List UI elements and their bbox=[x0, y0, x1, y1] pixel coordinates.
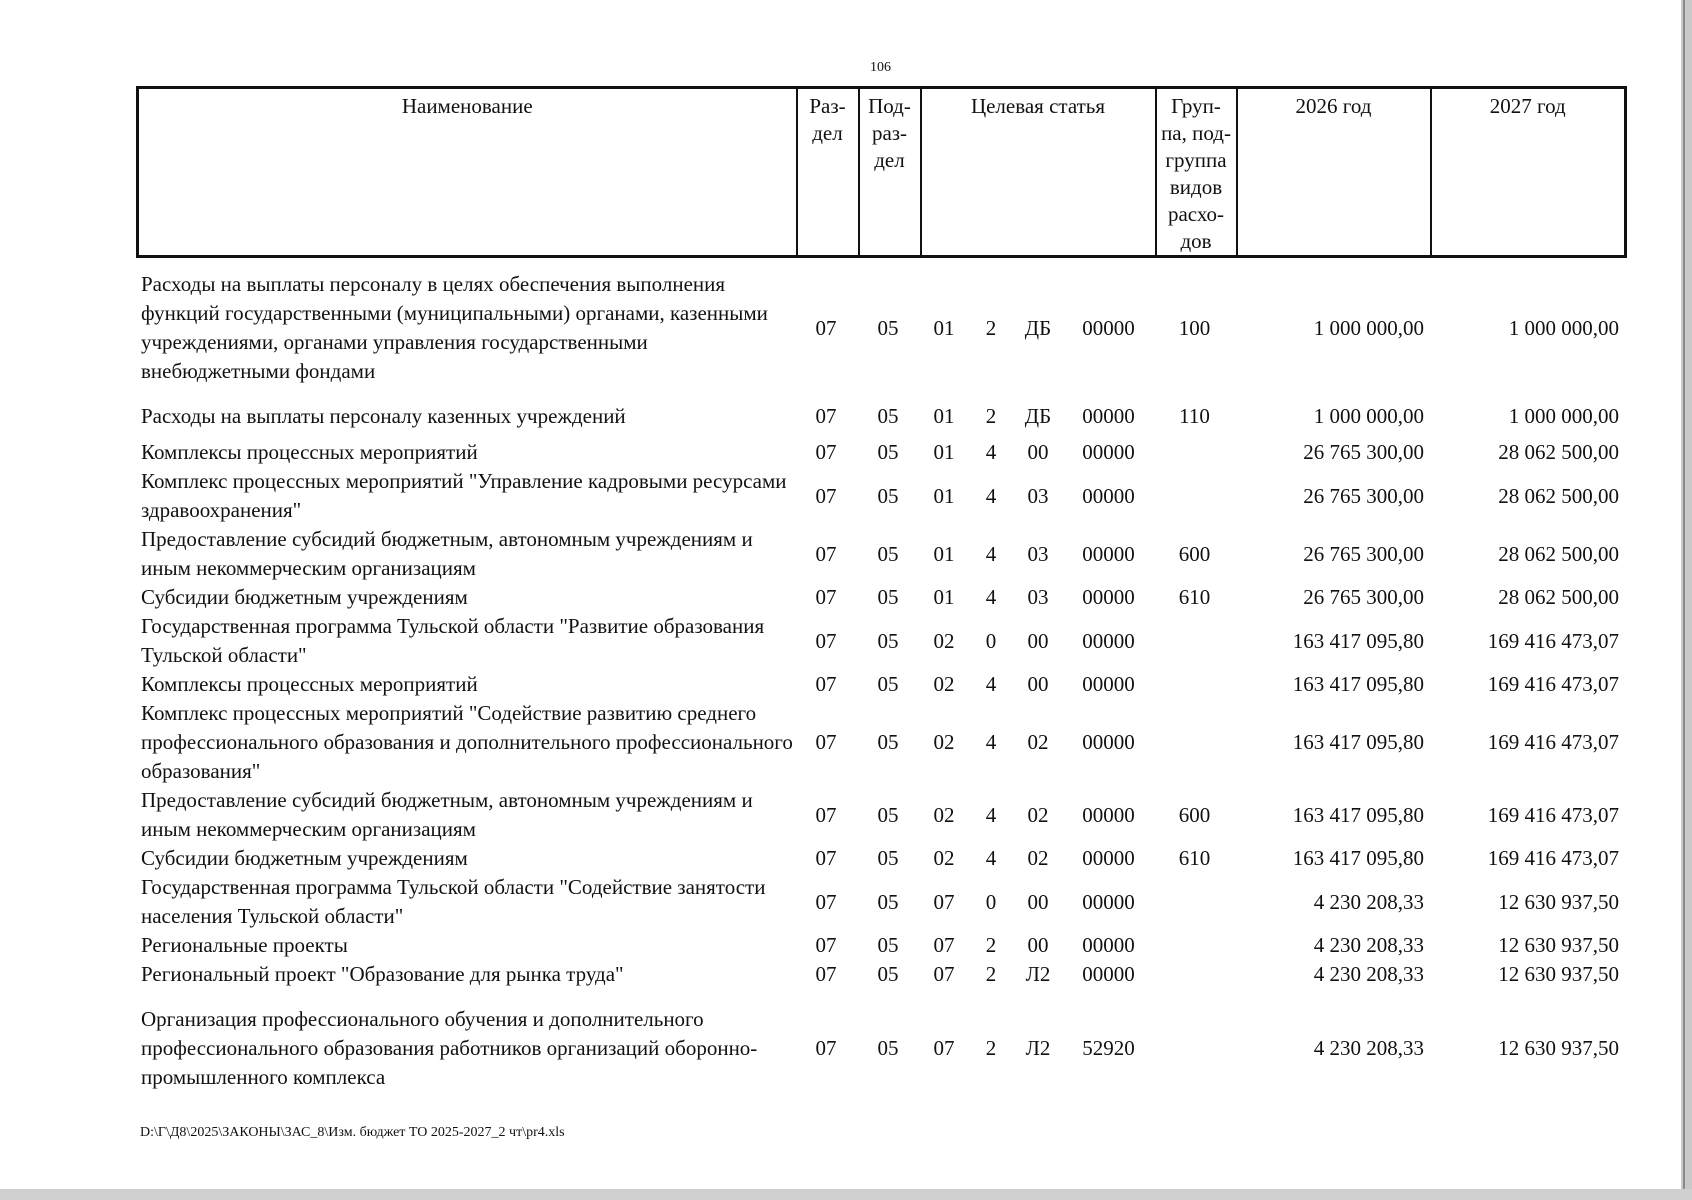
row-cs-structural: Л2 bbox=[1025, 962, 1051, 986]
row-podrazdel: 05 bbox=[877, 440, 899, 464]
row-cs-program: 07 bbox=[933, 1035, 955, 1060]
row-razdel: 07 bbox=[815, 315, 837, 340]
row-cs-direction: 00000 bbox=[1082, 802, 1135, 827]
row-cs-structural: 02 bbox=[1027, 802, 1049, 827]
row-podrazdel: 05 bbox=[877, 846, 899, 870]
row-cs-structural: 02 bbox=[1027, 846, 1049, 870]
row-amount-2026: 1 000 000,00 bbox=[1313, 315, 1424, 340]
row-name: Комплекс процессных мероприятий "Содействие развитию среднего профессионального образования и дополнительного профессионального образования" bbox=[141, 701, 793, 783]
row-vid-rashodov: 600 bbox=[1178, 541, 1211, 566]
row-cs-program: 02 bbox=[933, 672, 955, 696]
budget-table bbox=[136, 270, 1624, 1099]
row-cs-direction: 00000 bbox=[1082, 962, 1135, 986]
row-cs-program: 01 bbox=[933, 315, 955, 340]
row-amount-2027: 28 062 500,00 bbox=[1498, 440, 1619, 464]
row-vid-rashodov bbox=[1154, 467, 1235, 525]
row-cs-type: 4 bbox=[985, 672, 997, 696]
row-amount-2026: 26 765 300,00 bbox=[1303, 483, 1424, 508]
header-podrazdel: Под- раз- дел bbox=[859, 88, 921, 257]
table-row bbox=[136, 467, 1624, 525]
header-celevaya-statya: Целевая статья bbox=[921, 88, 1156, 257]
row-amount-2027: 28 062 500,00 bbox=[1498, 541, 1619, 566]
row-amount-2027: 28 062 500,00 bbox=[1498, 483, 1619, 508]
row-cs-structural: 00 bbox=[1027, 933, 1049, 957]
row-vid-rashodov: 100 bbox=[1178, 315, 1211, 340]
row-amount-2026: 26 765 300,00 bbox=[1303, 440, 1424, 464]
row-cs-type: 2 bbox=[985, 962, 997, 986]
table-row bbox=[136, 931, 1624, 960]
row-cs-structural: 02 bbox=[1027, 730, 1049, 754]
row-cs-direction: 00000 bbox=[1082, 403, 1135, 428]
row-name: Расходы на выплаты персоналу в целях обеспечения выполнения функций государственными (муниципальными) органами, казенными учреждениями, органами управления государственными внебюджетными фондами bbox=[141, 272, 768, 383]
row-amount-2027: 1 000 000,00 bbox=[1508, 403, 1619, 428]
row-amount-2026: 163 417 095,80 bbox=[1292, 628, 1424, 653]
row-amount-2026: 4 230 208,33 bbox=[1313, 933, 1424, 957]
row-razdel: 07 bbox=[815, 403, 837, 428]
row-cs-direction: 00000 bbox=[1082, 440, 1135, 464]
row-podrazdel: 05 bbox=[877, 585, 899, 609]
row-cs-direction: 00000 bbox=[1082, 315, 1135, 340]
row-cs-type: 4 bbox=[985, 730, 997, 754]
row-spacer bbox=[136, 386, 1624, 394]
row-podrazdel: 05 bbox=[877, 730, 899, 754]
row-vid-rashodov bbox=[1154, 438, 1235, 467]
row-cs-direction: 52920 bbox=[1082, 1035, 1135, 1060]
row-podrazdel: 05 bbox=[877, 672, 899, 696]
row-name: Государственная программа Тульской области "Развитие образования Тульской области" bbox=[141, 614, 765, 667]
table-row bbox=[136, 960, 1624, 989]
row-cs-direction: 00000 bbox=[1082, 889, 1135, 914]
row-name: Региональный проект "Образование для рынка труда" bbox=[141, 962, 624, 986]
row-razdel: 07 bbox=[815, 541, 837, 566]
row-vid-rashodov bbox=[1154, 670, 1235, 699]
table-row bbox=[136, 844, 1624, 873]
page-edge-shadow-bottom bbox=[0, 1189, 1692, 1200]
row-cs-program: 01 bbox=[933, 403, 955, 428]
row-amount-2027: 169 416 473,07 bbox=[1487, 730, 1619, 754]
row-vid-rashodov: 600 bbox=[1178, 802, 1211, 827]
row-razdel: 07 bbox=[815, 962, 837, 986]
header-razdel: Раз- дел bbox=[797, 88, 859, 257]
row-name: Организация профессионального обучения и дополнительного профессионального образования работников организаций оборонно-промышленного комплекса bbox=[141, 1006, 758, 1089]
page-number: 106 bbox=[870, 60, 891, 75]
row-cs-type: 4 bbox=[985, 440, 997, 464]
row-vid-rashodov bbox=[1154, 931, 1235, 960]
row-name: Комплекс процессных мероприятий "Управление кадровыми ресурсами здравоохранения" bbox=[141, 469, 787, 522]
row-cs-structural: ДБ bbox=[1024, 403, 1052, 428]
row-cs-structural: 03 bbox=[1027, 483, 1049, 508]
row-vid-rashodov bbox=[1154, 960, 1235, 989]
row-cs-type: 2 bbox=[985, 403, 997, 428]
row-podrazdel: 05 bbox=[877, 889, 899, 914]
row-razdel: 07 bbox=[815, 889, 837, 914]
row-cs-direction: 00000 bbox=[1082, 672, 1135, 696]
row-amount-2026: 1 000 000,00 bbox=[1313, 403, 1424, 428]
row-cs-direction: 00000 bbox=[1082, 541, 1135, 566]
table-header bbox=[136, 86, 1627, 258]
row-cs-direction: 00000 bbox=[1082, 846, 1135, 870]
row-razdel: 07 bbox=[815, 730, 837, 754]
row-amount-2027: 12 630 937,50 bbox=[1498, 962, 1619, 986]
row-podrazdel: 05 bbox=[877, 403, 899, 428]
table-row bbox=[136, 270, 1624, 386]
row-amount-2026: 26 765 300,00 bbox=[1303, 585, 1424, 609]
row-razdel: 07 bbox=[815, 933, 837, 957]
row-amount-2026: 26 765 300,00 bbox=[1303, 541, 1424, 566]
row-amount-2027: 169 416 473,07 bbox=[1487, 802, 1619, 827]
row-podrazdel: 05 bbox=[877, 962, 899, 986]
row-name: Субсидии бюджетным учреждениям bbox=[141, 846, 468, 870]
row-cs-type: 0 bbox=[985, 889, 997, 914]
row-vid-rashodov bbox=[1154, 873, 1235, 931]
row-name: Комплексы процессных мероприятий bbox=[141, 672, 478, 696]
table-row bbox=[136, 670, 1624, 699]
row-vid-rashodov bbox=[1154, 699, 1235, 786]
table-row bbox=[136, 438, 1624, 467]
page-edge-line-right bbox=[1683, 0, 1685, 1200]
row-cs-direction: 00000 bbox=[1082, 483, 1135, 508]
row-podrazdel: 05 bbox=[877, 1035, 899, 1060]
row-cs-direction: 00000 bbox=[1082, 730, 1135, 754]
row-cs-program: 01 bbox=[933, 585, 955, 609]
row-amount-2027: 28 062 500,00 bbox=[1498, 585, 1619, 609]
table-row bbox=[136, 525, 1624, 583]
row-cs-direction: 00000 bbox=[1082, 933, 1135, 957]
row-cs-type: 4 bbox=[985, 846, 997, 870]
row-podrazdel: 05 bbox=[877, 933, 899, 957]
row-amount-2027: 12 630 937,50 bbox=[1498, 889, 1619, 914]
row-cs-type: 4 bbox=[985, 802, 997, 827]
file-path: D:\Г\Д8\2025\ЗАКОНЫ\ЗАС_8\Изм. бюджет ТО 2025-2027_2 чт\pr4.xls bbox=[140, 1125, 565, 1140]
table-row bbox=[136, 873, 1624, 931]
row-amount-2026: 4 230 208,33 bbox=[1313, 1035, 1424, 1060]
row-cs-structural: Л2 bbox=[1025, 1035, 1051, 1060]
row-amount-2026: 4 230 208,33 bbox=[1313, 889, 1424, 914]
table-row bbox=[136, 997, 1624, 1099]
row-podrazdel: 05 bbox=[877, 802, 899, 827]
row-cs-type: 2 bbox=[985, 1035, 997, 1060]
row-amount-2027: 169 416 473,07 bbox=[1487, 672, 1619, 696]
row-cs-program: 02 bbox=[933, 846, 955, 870]
row-cs-program: 02 bbox=[933, 730, 955, 754]
row-name: Региональные проекты bbox=[141, 933, 348, 957]
row-amount-2027: 169 416 473,07 bbox=[1487, 628, 1619, 653]
row-spacer bbox=[136, 989, 1624, 997]
table-row bbox=[136, 786, 1624, 844]
row-amount-2027: 12 630 937,50 bbox=[1498, 1035, 1619, 1060]
row-cs-structural: 00 bbox=[1027, 889, 1049, 914]
row-vid-rashodov bbox=[1154, 612, 1235, 670]
row-cs-structural: 00 bbox=[1027, 672, 1049, 696]
row-amount-2026: 163 417 095,80 bbox=[1292, 730, 1424, 754]
row-razdel: 07 bbox=[815, 483, 837, 508]
row-cs-type: 2 bbox=[985, 933, 997, 957]
row-amount-2026: 163 417 095,80 bbox=[1292, 802, 1424, 827]
row-amount-2026: 4 230 208,33 bbox=[1313, 962, 1424, 986]
row-cs-program: 07 bbox=[933, 962, 955, 986]
row-razdel: 07 bbox=[815, 440, 837, 464]
row-cs-structural: 03 bbox=[1027, 541, 1049, 566]
row-vid-rashodov: 610 bbox=[1178, 585, 1211, 609]
row-cs-type: 4 bbox=[985, 541, 997, 566]
row-name: Субсидии бюджетным учреждениям bbox=[141, 585, 468, 609]
row-cs-direction: 00000 bbox=[1082, 628, 1135, 653]
header-2027: 2027 год bbox=[1431, 88, 1626, 257]
row-amount-2027: 169 416 473,07 bbox=[1487, 846, 1619, 870]
row-razdel: 07 bbox=[815, 846, 837, 870]
row-razdel: 07 bbox=[815, 585, 837, 609]
header-name: Наименование bbox=[401, 94, 533, 118]
row-razdel: 07 bbox=[815, 672, 837, 696]
row-razdel: 07 bbox=[815, 1035, 837, 1060]
table-row bbox=[136, 583, 1624, 612]
row-cs-program: 07 bbox=[933, 889, 955, 914]
header-2026: 2026 год bbox=[1237, 88, 1431, 257]
row-vid-rashodov bbox=[1154, 997, 1235, 1099]
row-cs-type: 0 bbox=[985, 628, 997, 653]
row-razdel: 07 bbox=[815, 802, 837, 827]
row-vid-rashodov: 110 bbox=[1179, 403, 1210, 428]
row-cs-structural: 00 bbox=[1027, 628, 1049, 653]
table-row bbox=[136, 612, 1624, 670]
row-cs-structural: ДБ bbox=[1024, 315, 1052, 340]
row-amount-2026: 163 417 095,80 bbox=[1292, 672, 1424, 696]
row-name: Предоставление субсидий бюджетным, автономным учреждениям и иным некоммерческим организациям bbox=[141, 527, 753, 580]
row-cs-structural: 00 bbox=[1027, 440, 1049, 464]
row-vid-rashodov: 610 bbox=[1178, 846, 1211, 870]
row-cs-type: 2 bbox=[985, 315, 997, 340]
row-podrazdel: 05 bbox=[877, 315, 899, 340]
row-razdel: 07 bbox=[815, 628, 837, 653]
row-podrazdel: 05 bbox=[877, 541, 899, 566]
row-cs-program: 07 bbox=[933, 933, 955, 957]
row-cs-type: 4 bbox=[985, 585, 997, 609]
row-name: Предоставление субсидий бюджетным, автономным учреждениям и иным некоммерческим организациям bbox=[141, 788, 753, 841]
row-cs-type: 4 bbox=[985, 483, 997, 508]
row-amount-2027: 1 000 000,00 bbox=[1508, 315, 1619, 340]
row-podrazdel: 05 bbox=[877, 628, 899, 653]
row-name: Комплексы процессных мероприятий bbox=[141, 440, 478, 464]
row-podrazdel: 05 bbox=[877, 483, 899, 508]
table-row bbox=[136, 699, 1624, 786]
row-cs-program: 01 bbox=[933, 440, 955, 464]
row-cs-program: 02 bbox=[933, 628, 955, 653]
row-amount-2026: 163 417 095,80 bbox=[1292, 846, 1424, 870]
row-name: Государственная программа Тульской области "Содействие занятости населения Тульской области" bbox=[141, 875, 766, 928]
row-cs-program: 01 bbox=[933, 483, 955, 508]
table-row bbox=[136, 394, 1624, 438]
row-cs-program: 01 bbox=[933, 541, 955, 566]
row-cs-direction: 00000 bbox=[1082, 585, 1135, 609]
row-amount-2027: 12 630 937,50 bbox=[1498, 933, 1619, 957]
header-gruppa: Груп- па, под- группа видов расхо- дов bbox=[1156, 88, 1237, 257]
row-name: Расходы на выплаты персоналу казенных учреждений bbox=[141, 403, 626, 428]
row-cs-structural: 03 bbox=[1027, 585, 1049, 609]
row-cs-program: 02 bbox=[933, 802, 955, 827]
